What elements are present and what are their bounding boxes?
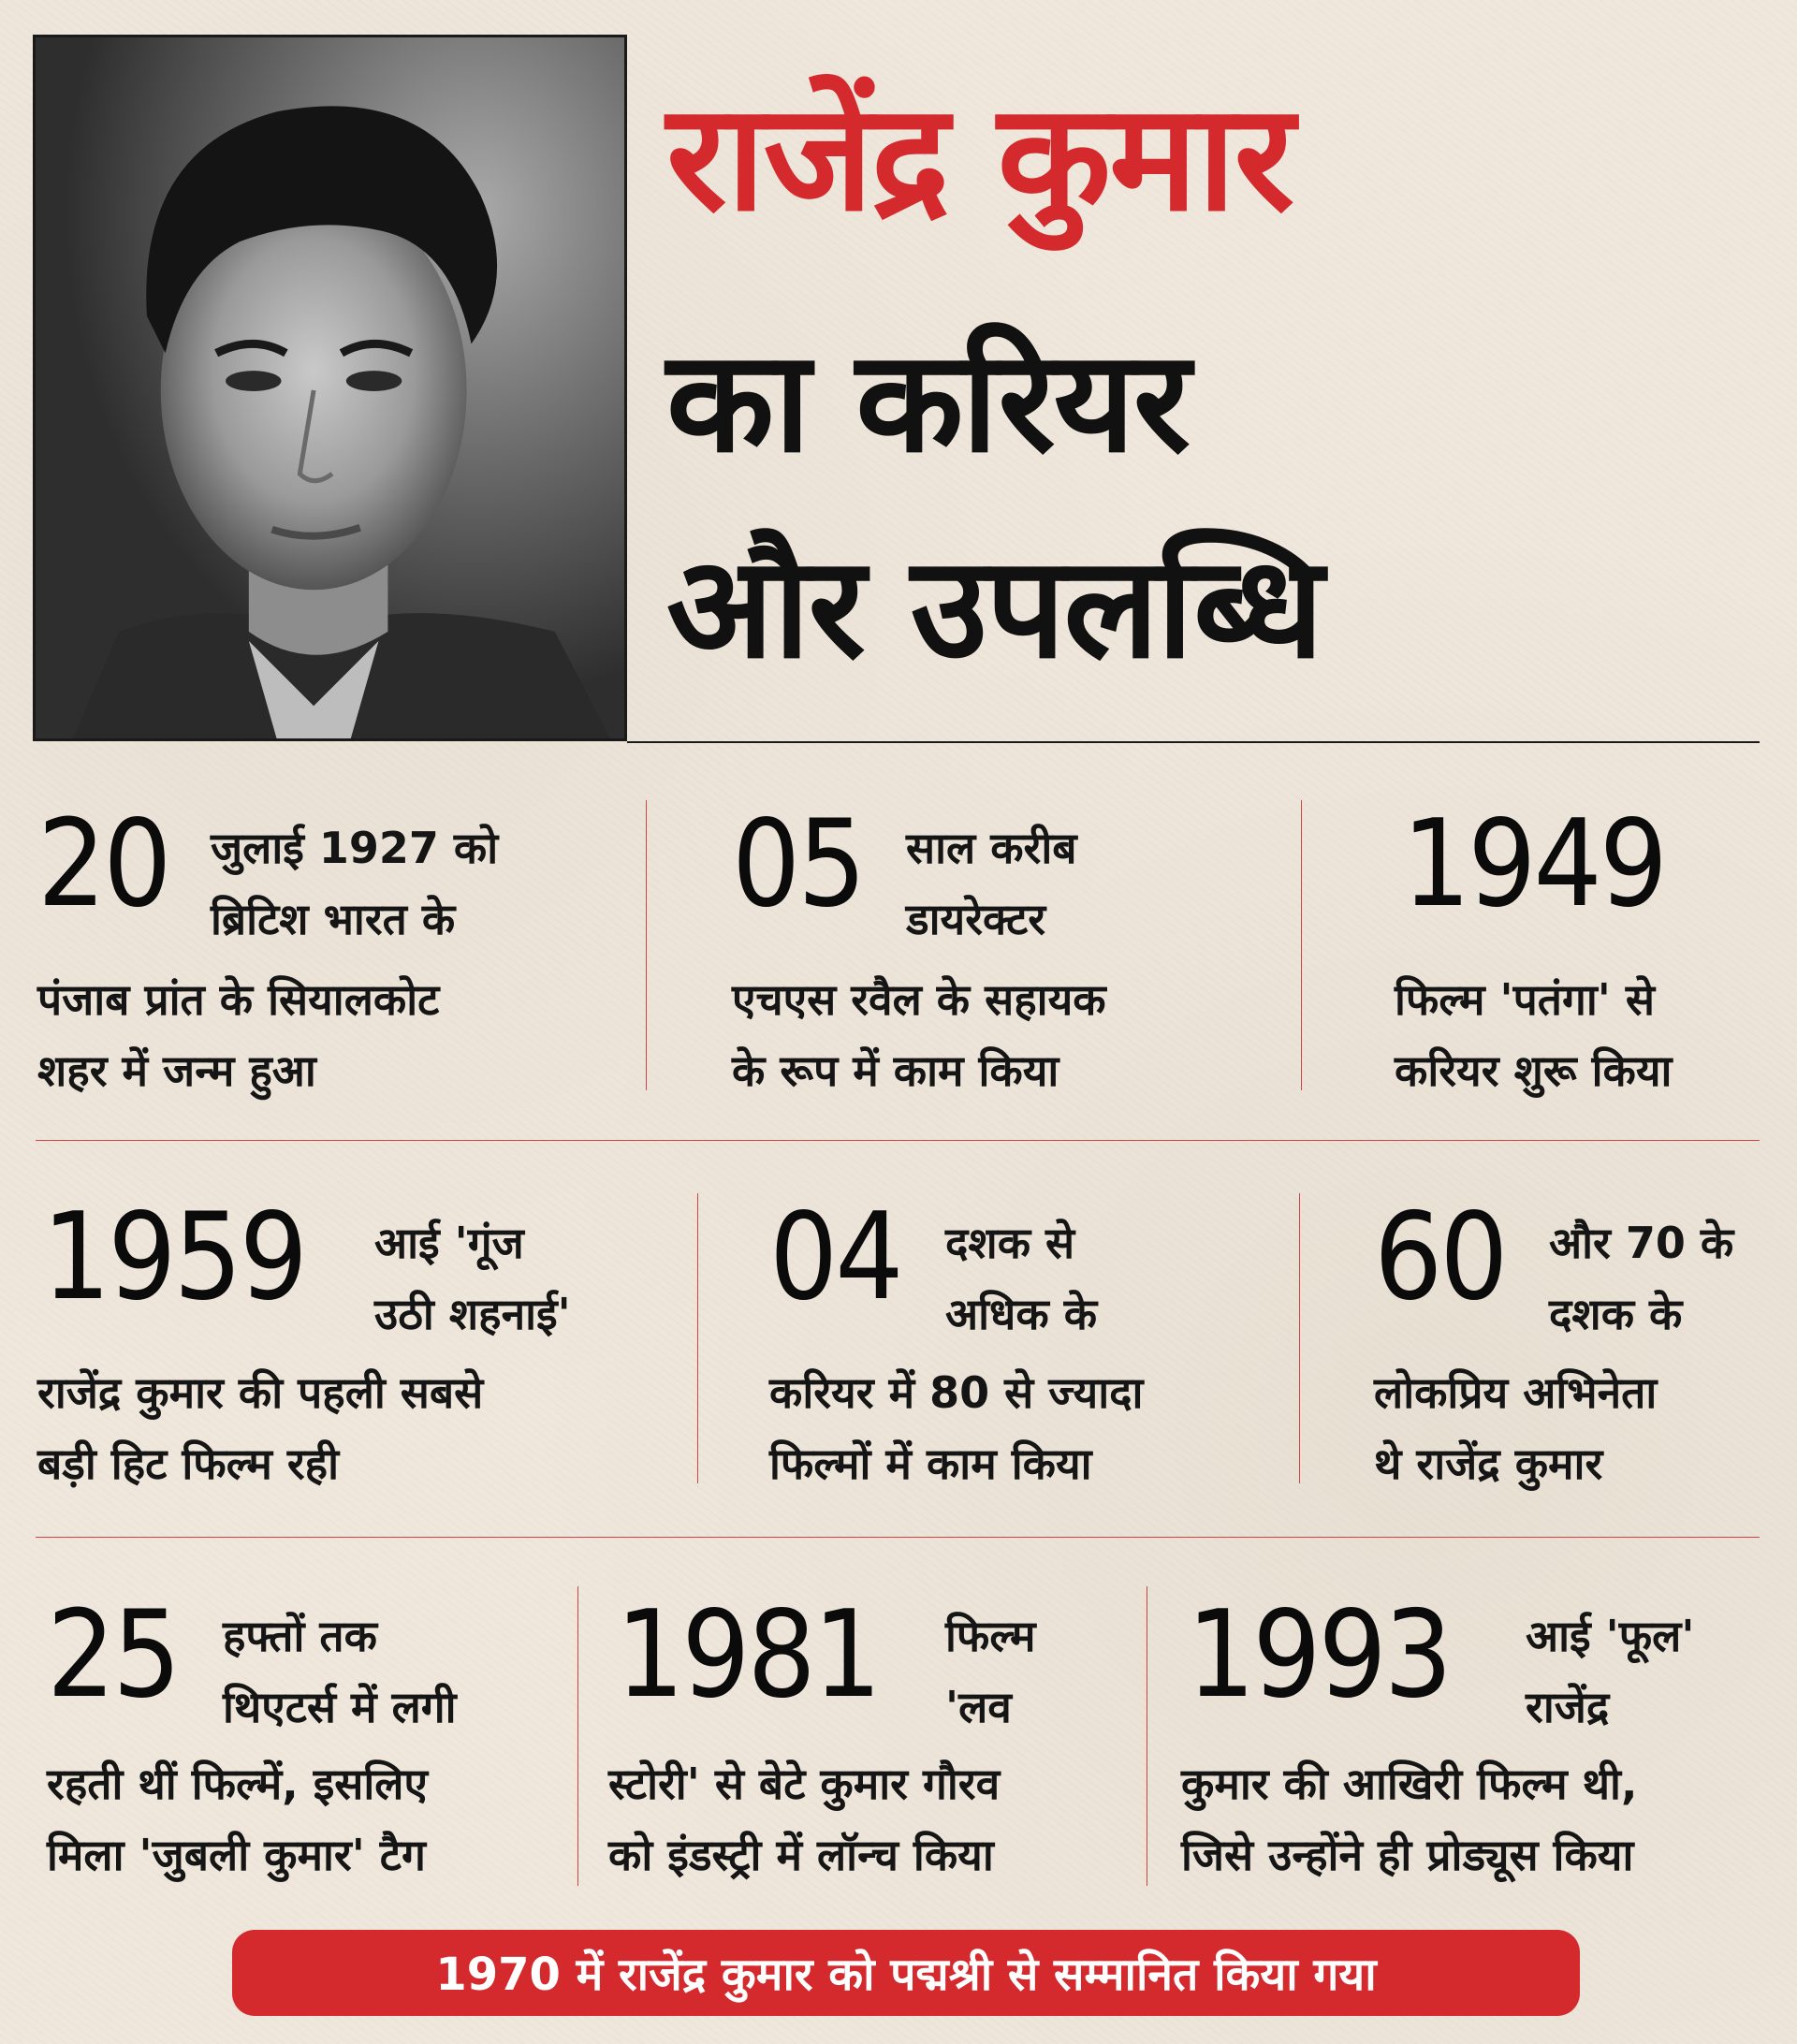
fact-body-line-2: शहर में जन्म हुआ bbox=[37, 1045, 316, 1096]
fact-side-line-2: अधिक के bbox=[945, 1289, 1098, 1339]
fact-side-line-1: दशक से bbox=[945, 1218, 1075, 1268]
col-divider-r2-2 bbox=[1299, 1193, 1300, 1483]
title-line-2: का करियर bbox=[666, 321, 1190, 484]
fact-body-line-1: पंजाब प्रांत के सियालकोट bbox=[37, 974, 440, 1025]
fact-body-line-1: एचएस रवैल के सहायक bbox=[732, 974, 1106, 1025]
fact-body-line-1: कुमार की आखिरी फिल्म थी, bbox=[1181, 1759, 1638, 1809]
title-line-3: और उपलब्धि bbox=[666, 527, 1322, 690]
col-divider-r1-1 bbox=[646, 800, 647, 1090]
fact-number: 04 bbox=[769, 1188, 901, 1327]
fact-side-line-2: 'लव bbox=[945, 1682, 1012, 1732]
fact-number: 25 bbox=[47, 1585, 179, 1725]
fact-body-line-2: करियर शुरू किया bbox=[1395, 1045, 1673, 1096]
fact-side-line-1: हफ्तों तक bbox=[223, 1611, 377, 1661]
fact-body-line-2: को इंडस्ट्री में लॉन्च किया bbox=[608, 1830, 994, 1880]
col-divider-r1-2 bbox=[1301, 800, 1302, 1090]
portrait-photo bbox=[33, 35, 627, 741]
fact-side-line-1: फिल्म bbox=[945, 1611, 1036, 1661]
fact-body-line-1: रहती थीं फिल्में, इसलिए bbox=[47, 1759, 428, 1809]
fact-side-line-1: साल करीब bbox=[906, 823, 1077, 873]
fact-body-line-1: करियर में 80 से ज्यादा bbox=[769, 1367, 1144, 1418]
fact-side-line-2: ब्रिटिश भारत के bbox=[211, 894, 456, 944]
fact-body-line-1: लोकप्रिय अभिनेता bbox=[1374, 1367, 1658, 1418]
fact-body-line-2: मिला 'जुबली कुमार' टैग bbox=[47, 1830, 426, 1880]
col-divider-r2-1 bbox=[697, 1193, 698, 1483]
fact-body-line-2: थे राजेंद्र कुमार bbox=[1374, 1438, 1603, 1489]
fact-number: 60 bbox=[1374, 1188, 1506, 1327]
fact-number: 1981 bbox=[616, 1585, 879, 1725]
row-divider-2 bbox=[36, 1537, 1760, 1538]
fact-side-line-2: राजेंद्र bbox=[1526, 1682, 1610, 1732]
title-name: राजेंद्र कुमार bbox=[666, 72, 1293, 244]
fact-side-line-2: डायरेक्टर bbox=[906, 894, 1046, 944]
fact-body-line-1: फिल्म 'पतंगा' से bbox=[1395, 974, 1655, 1025]
fact-side-line-2: दशक के bbox=[1549, 1289, 1683, 1339]
fact-number: 20 bbox=[37, 795, 169, 934]
fact-body-line-2: फिल्मों में काम किया bbox=[769, 1438, 1092, 1489]
portrait-illustration bbox=[36, 37, 624, 738]
header-divider bbox=[627, 741, 1760, 743]
fact-side-line-2: उठी शहनाई' bbox=[374, 1289, 571, 1339]
fact-body-line-2: के रूप में काम किया bbox=[732, 1045, 1059, 1096]
fact-number: 1949 bbox=[1402, 795, 1665, 934]
fact-side-line-1: जुलाई 1927 को bbox=[211, 823, 499, 873]
fact-number: 1959 bbox=[42, 1188, 305, 1327]
col-divider-r3-1 bbox=[577, 1586, 578, 1886]
fact-number: 1993 bbox=[1187, 1585, 1450, 1725]
fact-side-line-1: आई 'फूल' bbox=[1526, 1611, 1695, 1661]
padmashri-text: 1970 में राजेंद्र कुमार को पद्मश्री से सम्मानित किया गया bbox=[435, 1948, 1377, 2001]
fact-body-line-1: स्टोरी' से बेटे कुमार गौरव bbox=[608, 1759, 1001, 1809]
fact-side-line-1: आई 'गूंज bbox=[374, 1218, 524, 1268]
fact-body-line-1: राजेंद्र कुमार की पहली सबसे bbox=[37, 1367, 484, 1418]
padmashri-banner bbox=[232, 1930, 1580, 2016]
fact-side-line-1: और 70 के bbox=[1549, 1218, 1734, 1268]
fact-body-line-2: बड़ी हिट फिल्म रही bbox=[37, 1438, 340, 1489]
fact-number: 05 bbox=[732, 795, 864, 934]
row-divider-1 bbox=[36, 1140, 1760, 1141]
fact-body-line-2: जिसे उन्होंने ही प्रोड्यूस किया bbox=[1181, 1830, 1634, 1880]
fact-side-line-2: थिएटर्स में लगी bbox=[223, 1682, 457, 1732]
